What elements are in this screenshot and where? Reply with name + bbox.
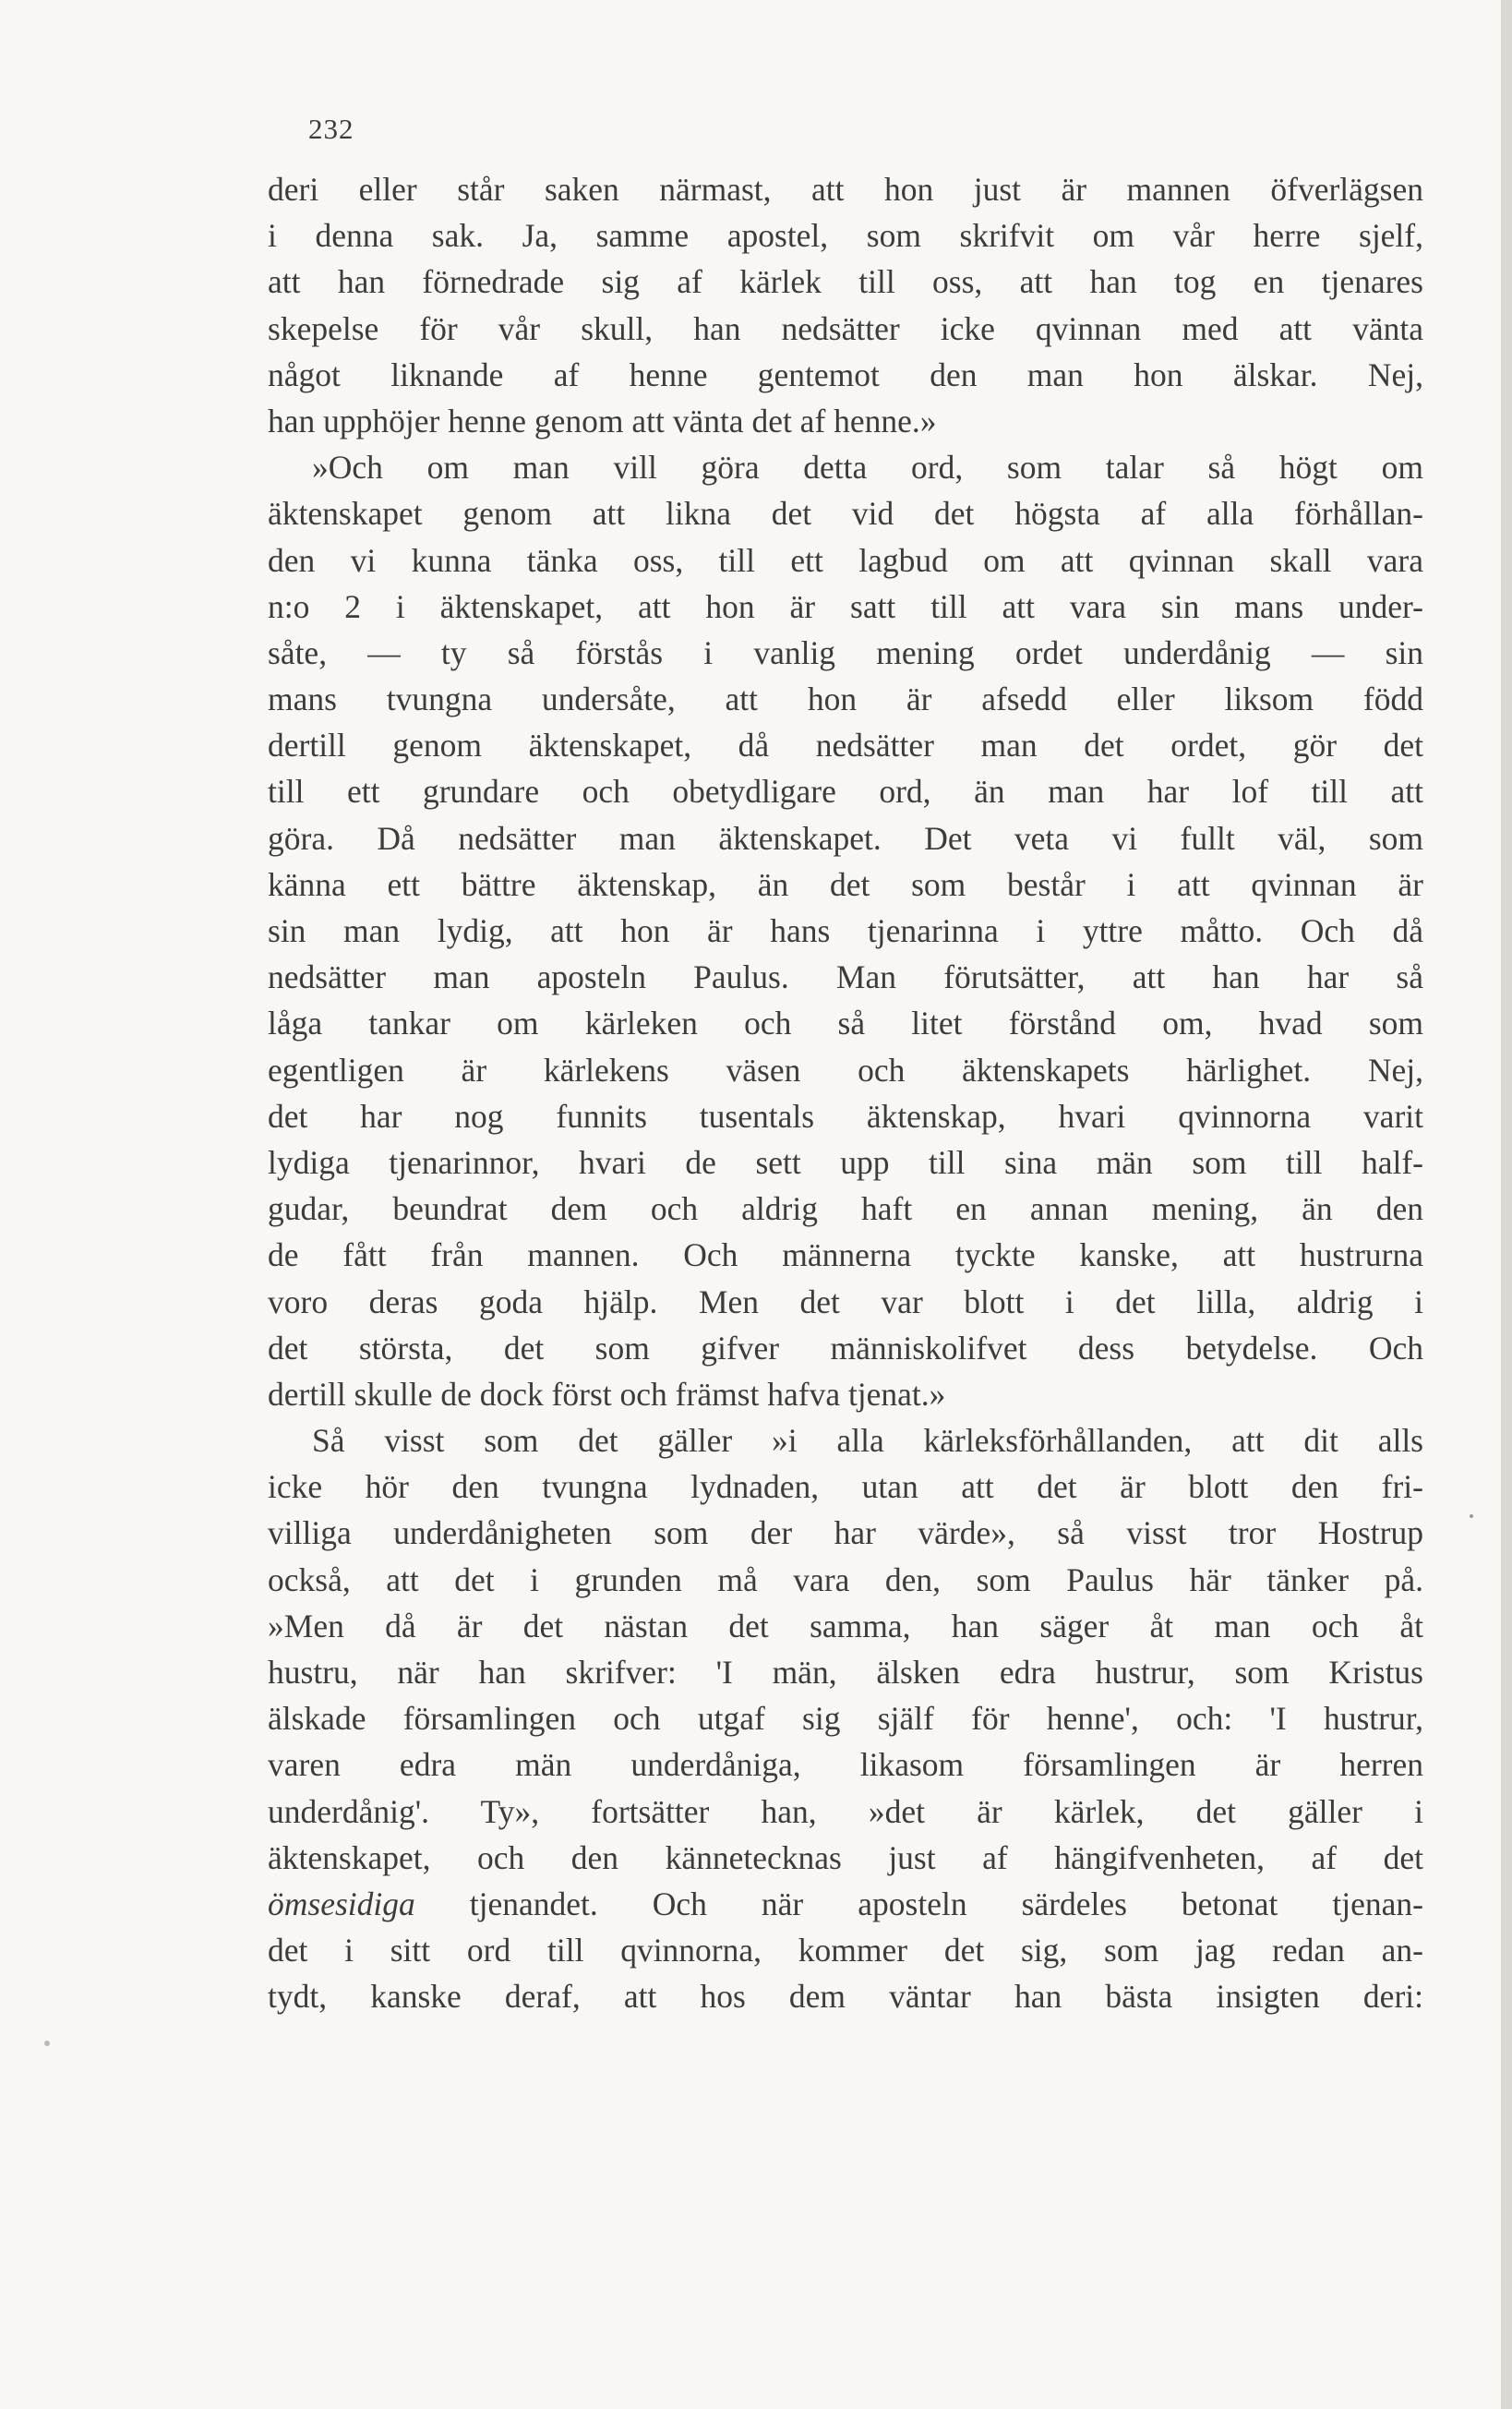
text-line: känna ett bättre äktenskap, än det som består i att qvinnan är — [268, 865, 1423, 903]
text-line: dertill genom äktenskapet, då nedsätter man det ordet, gör det — [268, 727, 1423, 765]
text-line: skepelse för vår skull, han nedsätter icke qvinnan med att vänta — [268, 309, 1423, 347]
text-line: tydt, kanske deraf, att hos dem väntar han bästa insigten deri: — [268, 1978, 1423, 2016]
text-line: villiga underdånigheten som der har värde», så visst tror Hostrup — [268, 1514, 1423, 1552]
text-line: varen edra män underdåniga, likasom församlingen är herren — [268, 1746, 1423, 1784]
text-line: äktenskapet genom att likna det vid det högsta af alla förhållan- — [268, 495, 1423, 533]
text-line: nedsätter man aposteln Paulus. Man förutsätter, att han har så — [268, 958, 1423, 996]
scan-edge — [1501, 0, 1512, 2409]
text-line: de fått från mannen. Och männerna tyckte kanske, att hustrurna — [268, 1236, 1423, 1274]
text-line: det i sitt ord till qvinnorna, kommer det sig, som jag redan an- — [268, 1932, 1423, 1969]
text-line: han upphöjer henne genom att vänta det af henne.» — [268, 402, 937, 440]
text-line: mans tvungna undersåte, att hon är afsedd eller liksom född — [268, 681, 1423, 718]
text-line: underdånig'. Ty», fortsätter han, »det är kärlek, det gäller i — [268, 1792, 1423, 1830]
text-line: såte, — ty så förstås i vanlig mening ordet underdånig — sin — [268, 633, 1423, 671]
text-line: »Men då är det nästan det samma, han säger åt man och åt — [268, 1607, 1423, 1644]
text-line: sin man lydig, att hon är hans tjenarinna i yttre måtto. Och då — [268, 912, 1423, 949]
text-line: »Och om man vill göra detta ord, som talar så högt om — [312, 449, 1423, 487]
text-line: egentligen är kärlekens väsen och äktenskapets härlighet. Nej, — [268, 1051, 1423, 1089]
text-line — [268, 1881, 1423, 1927]
text-line: i denna sak. Ja, samme apostel, som skrifvit om vår herre sjelf, — [268, 217, 1423, 255]
text-line: deri eller står saken närmast, att hon just är mannen öfverlägsen — [268, 171, 1423, 208]
text-line: Så visst som det gäller »i alla kärleksförhållanden, att dit alls — [312, 1422, 1423, 1460]
body-text — [268, 166, 1423, 2020]
scan-speck — [1470, 1514, 1473, 1518]
text-line: gudar, beundrat dem och aldrig haft en annan mening, än den — [268, 1190, 1423, 1228]
text-line: hustru, när han skrifver: 'I män, älsken edra hustrur, som Kristus — [268, 1654, 1423, 1691]
text-line: äktenskapet, och den kännetecknas just af hängifvenheten, af det — [268, 1838, 1423, 1876]
text-line: också, att det i grunden må vara den, som Paulus här tänker på. — [268, 1560, 1423, 1598]
scan-speck — [44, 2041, 50, 2046]
text-line: göra. Då nedsätter man äktenskapet. Det veta vi fullt väl, som — [268, 819, 1423, 857]
text-line: till ett grundare och obetydligare ord, än man har lof till att — [268, 773, 1423, 811]
text-line: dertill skulle de dock först och främst hafva tjenat.» — [268, 1375, 946, 1413]
text-line: lydiga tjenarinnor, hvari de sett upp till sina män som till half- — [268, 1143, 1423, 1181]
text-line: icke hör den tvungna lydnaden, utan att det är blott den fri- — [268, 1468, 1423, 1506]
emphasized-word: ömsesidiga — [268, 1885, 415, 1922]
text-line: låga tankar om kärleken och så litet förstånd om, hvad som — [268, 1005, 1423, 1042]
page-number: 232 — [308, 113, 354, 145]
text-line: att han förnedrade sig af kärlek till oss, att han tog en tjenares — [268, 263, 1423, 301]
text-line: voro deras goda hjälp. Men det var blott i det lilla, aldrig i — [268, 1283, 1423, 1320]
line-text: tjenandet. Och när aposteln särdeles betonat tjenan- — [414, 1885, 1423, 1922]
text-line: n:o 2 i äktenskapet, att hon är satt till att vara sin mans under- — [268, 587, 1423, 625]
text-line: det största, det som gifver människolifvet dess betydelse. Och — [268, 1329, 1423, 1367]
text-line: den vi kunna tänka oss, till ett lagbud om att qvinnan skall vara — [268, 541, 1423, 579]
text-line: det har nog funnits tusentals äktenskap, hvari qvinnorna varit — [268, 1097, 1423, 1135]
text-line: något liknande af henne gentemot den man hon älskar. Nej, — [268, 355, 1423, 393]
text-line: älskade församlingen och utgaf sig själf för henne', och: 'I hustrur, — [268, 1700, 1423, 1738]
